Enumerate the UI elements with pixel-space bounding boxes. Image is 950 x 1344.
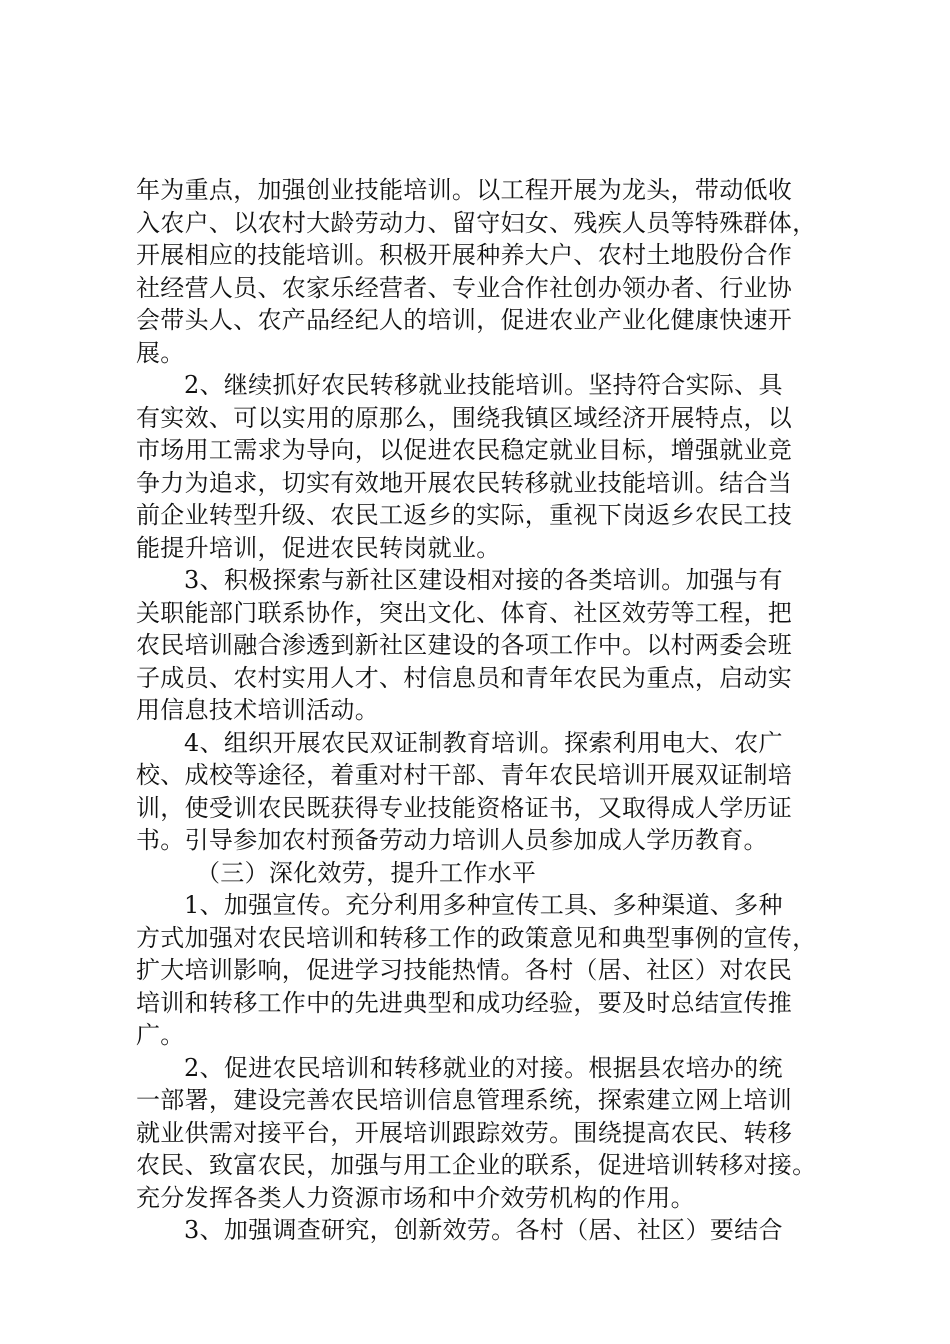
text-line: 能提升培训，促进农民转岗就业。 [136,533,501,562]
paragraph-start-line: 1、加强宣传。充分利用多种宣传工具、多种渠道、多种 [184,891,783,919]
text-line: 训，使受训农民既获得专业技能资格证书，又取得成人学历证 [136,793,793,822]
text-line: 校、成校等途径，着重对村干部、青年农民培训开展双证制培 [136,761,793,789]
text-line: 培训和转移工作中的先进典型和成功经验，要及时总结宣传推 [136,988,793,1017]
text-line: 入农户、以农村大龄劳动力、留守妇女、残疾人员等特殊群体， [136,208,817,237]
paragraph-start-line: 2、继续抓好农民转移就业技能培训。坚持符合实际、具 [184,371,783,399]
text-line: 年为重点，加强创业技能培训。以工程开展为龙头，带动低收 [136,176,793,204]
text-line: 广。 [136,1021,185,1049]
text-line: 社经营人员、农家乐经营者、专业合作社创办领办者、行业协 [136,273,793,302]
paragraph-start-line: 3、积极探索与新社区建设相对接的各类培训。加强与有 [184,566,783,594]
text-line: 充分发挥各类人力资源市场和中介效劳机构的作用。 [136,1183,695,1212]
text-line: 农民、致富农民，加强与用工企业的联系，促进培训转移对接。 [136,1151,817,1179]
text-line: 子成员、农村实用人才、村信息员和青年农民为重点，启动实 [136,663,793,692]
document-page [136,174,826,1247]
text-line: 农民培训融合渗透到新社区建设的各项工作中。以村两委会班 [136,631,793,659]
text-line: 展。 [136,338,185,367]
text-line: 方式加强对农民培训和转移工作的政策意见和典型事例的宣传， [136,923,817,952]
paragraph-start-line: 4、组织开展农民双证制教育培训。探索利用电大、农广 [184,728,783,757]
text-line: 扩大培训影响，促进学习技能热情。各村（居、社区）对农民 [136,956,793,984]
text-line: 争力为追求，切实有效地开展农民转移就业技能培训。结合当 [136,468,793,497]
text-line: 关职能部门联系协作，突出文化、体育、社区效劳等工程，把 [136,598,793,627]
text-line: 用信息技术培训活动。 [136,696,379,724]
text-line: 就业供需对接平台，开展培训跟踪效劳。围绕提高农民、转移 [136,1118,793,1147]
text-line: 一部署，建设完善农民培训信息管理系统，探索建立网上培训 [136,1086,793,1114]
text-line: 有实效、可以实用的原那么，围绕我镇区域经济开展特点，以 [136,403,793,432]
text-line: 书。引导参加农村预备劳动力培训人员参加成人学历教育。 [136,826,768,854]
text-line: 开展相应的技能培训。积极开展种养大户、农村土地股份合作 [136,241,793,269]
paragraph-start-line: 3、加强调查研究，创新效劳。各村（居、社区）要结合 [184,1216,783,1244]
text-line: 市场用工需求为导向，以促进农民稳定就业目标，增强就业竞 [136,436,793,464]
text-line: 会带头人、农产品经纪人的培训，促进农业产业化健康快速开 [136,306,793,334]
section-heading: （三）深化效劳，提升工作水平 [196,858,537,887]
paragraph-start-line: 2、促进农民培训和转移就业的对接。根据县农培办的统 [184,1053,783,1082]
text-line: 前企业转型升级、农民工返乡的实际，重视下岗返乡农民工技 [136,501,793,529]
